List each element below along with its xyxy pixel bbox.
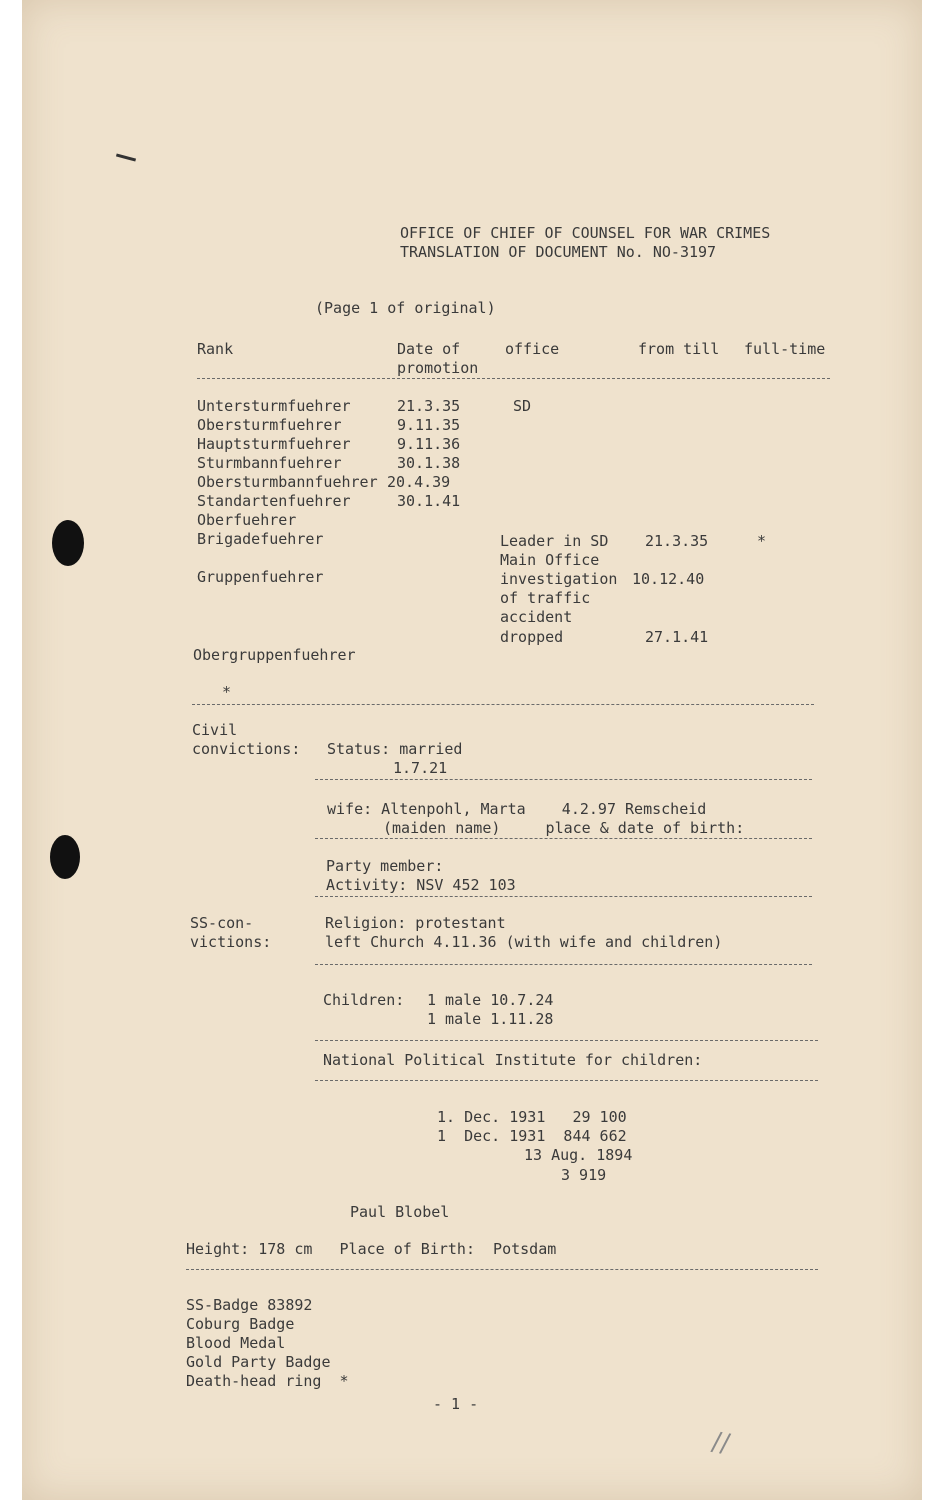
badge-item: Gold Party Badge xyxy=(186,1353,331,1371)
page-number: - 1 - xyxy=(433,1395,479,1413)
children-rule xyxy=(315,1040,818,1041)
ss-label: SS-con- xyxy=(190,914,254,932)
footnote-star: * xyxy=(222,683,232,701)
rank-name: Obersturmfuehrer xyxy=(197,416,342,434)
religion-rule xyxy=(315,964,812,965)
rank-date: 30.1.41 xyxy=(397,492,461,510)
badge-item: SS-Badge 83892 xyxy=(186,1296,313,1314)
badge-item: Death-head ring * xyxy=(186,1372,349,1390)
handwritten-mark: // xyxy=(709,1426,733,1460)
party-member: Party member: xyxy=(326,857,444,875)
header-rule xyxy=(197,378,830,379)
badge-item: Blood Medal xyxy=(186,1334,286,1352)
institute-line: National Political Institute for children: xyxy=(323,1051,703,1069)
rank-name: Hauptsturmfuehrer xyxy=(197,435,351,453)
header-full-time: full-time xyxy=(744,340,826,358)
office-entry: of traffic xyxy=(500,589,591,607)
badge-item: Coburg Badge xyxy=(186,1315,295,1333)
header-from-till: from till xyxy=(638,340,720,358)
office-from: 10.12.40 xyxy=(632,570,705,588)
membership-number: 1. Dec. 1931 29 100 xyxy=(437,1108,627,1126)
page-of-original: (Page 1 of original) xyxy=(315,299,496,317)
status-rule xyxy=(315,779,812,780)
children-label: Children: xyxy=(323,991,405,1009)
party-rule xyxy=(315,896,812,897)
rank-date: 9.11.36 xyxy=(397,435,461,453)
rank-date: 30.1.38 xyxy=(397,454,461,472)
civil-label: convictions: xyxy=(192,740,301,758)
civil-label: Civil xyxy=(192,721,238,739)
height-birthplace: Height: 178 cm Place of Birth: Potsdam xyxy=(186,1240,557,1258)
institute-rule xyxy=(315,1080,818,1081)
office-entry: dropped xyxy=(500,628,564,646)
rank-name: Gruppenfuehrer xyxy=(197,568,324,586)
rank-name: Untersturmfuehrer xyxy=(197,397,351,415)
office-entry: investigation xyxy=(500,570,618,588)
office-from: 21.3.35 xyxy=(645,532,709,550)
number-entry: 3 919 xyxy=(561,1166,607,1184)
rank-name: Oberfuehrer xyxy=(197,511,297,529)
rank-name: Sturmbannfuehrer xyxy=(197,454,342,472)
birth-date: 13 Aug. 1894 xyxy=(524,1146,633,1164)
activity: Activity: NSV 452 103 xyxy=(326,876,516,894)
header-date-1: Date of xyxy=(397,340,461,358)
wife-caption: (maiden name) place & date of birth: xyxy=(383,819,745,837)
header-line-2: TRANSLATION OF DOCUMENT No. NO-3197 xyxy=(400,243,717,261)
child-entry: 1 male 10.7.24 xyxy=(427,991,554,1009)
child-entry: 1 male 1.11.28 xyxy=(427,1010,554,1028)
rank-name: Standartenfuehrer xyxy=(197,492,351,510)
rank-date: 20.4.39 xyxy=(387,473,451,491)
office-entry: Leader in SD xyxy=(500,532,609,550)
office-entry: accident xyxy=(500,608,573,626)
rank-name: Brigadefuehrer xyxy=(197,530,324,548)
rank-date: 9.11.35 xyxy=(397,416,461,434)
ss-label: victions: xyxy=(190,933,272,951)
binder-hole-top xyxy=(52,520,84,566)
binder-hole-bottom xyxy=(50,835,80,879)
office-sd: SD xyxy=(513,397,532,415)
wife-line: wife: Altenpohl, Marta 4.2.97 Remscheid xyxy=(327,800,707,818)
membership-number: 1 Dec. 1931 844 662 xyxy=(437,1127,627,1145)
header-line-1: OFFICE OF CHIEF OF COUNSEL FOR WAR CRIMES xyxy=(400,224,771,242)
religion: Religion: protestant xyxy=(325,914,506,932)
full-time-mark: * xyxy=(757,532,767,550)
marital-status: Status: married xyxy=(327,740,463,758)
rank-name: Obersturmbannfuehrer xyxy=(197,473,378,491)
left-church: left Church 4.11.36 (with wife and children) xyxy=(325,933,723,951)
height-rule xyxy=(186,1269,818,1270)
header-date-2: promotion xyxy=(397,359,479,377)
office-entry: Main Office xyxy=(500,551,600,569)
wife-rule xyxy=(315,838,812,839)
header-office: office xyxy=(505,340,560,358)
rank-date: 21.3.35 xyxy=(397,397,461,415)
rank-name: Obergruppenfuehrer xyxy=(193,646,356,664)
person-name: Paul Blobel xyxy=(350,1203,450,1221)
marriage-date: 1.7.21 xyxy=(393,759,448,777)
office-from: 27.1.41 xyxy=(645,628,709,646)
table-end-rule xyxy=(192,704,814,705)
header-rank: Rank xyxy=(197,340,234,358)
